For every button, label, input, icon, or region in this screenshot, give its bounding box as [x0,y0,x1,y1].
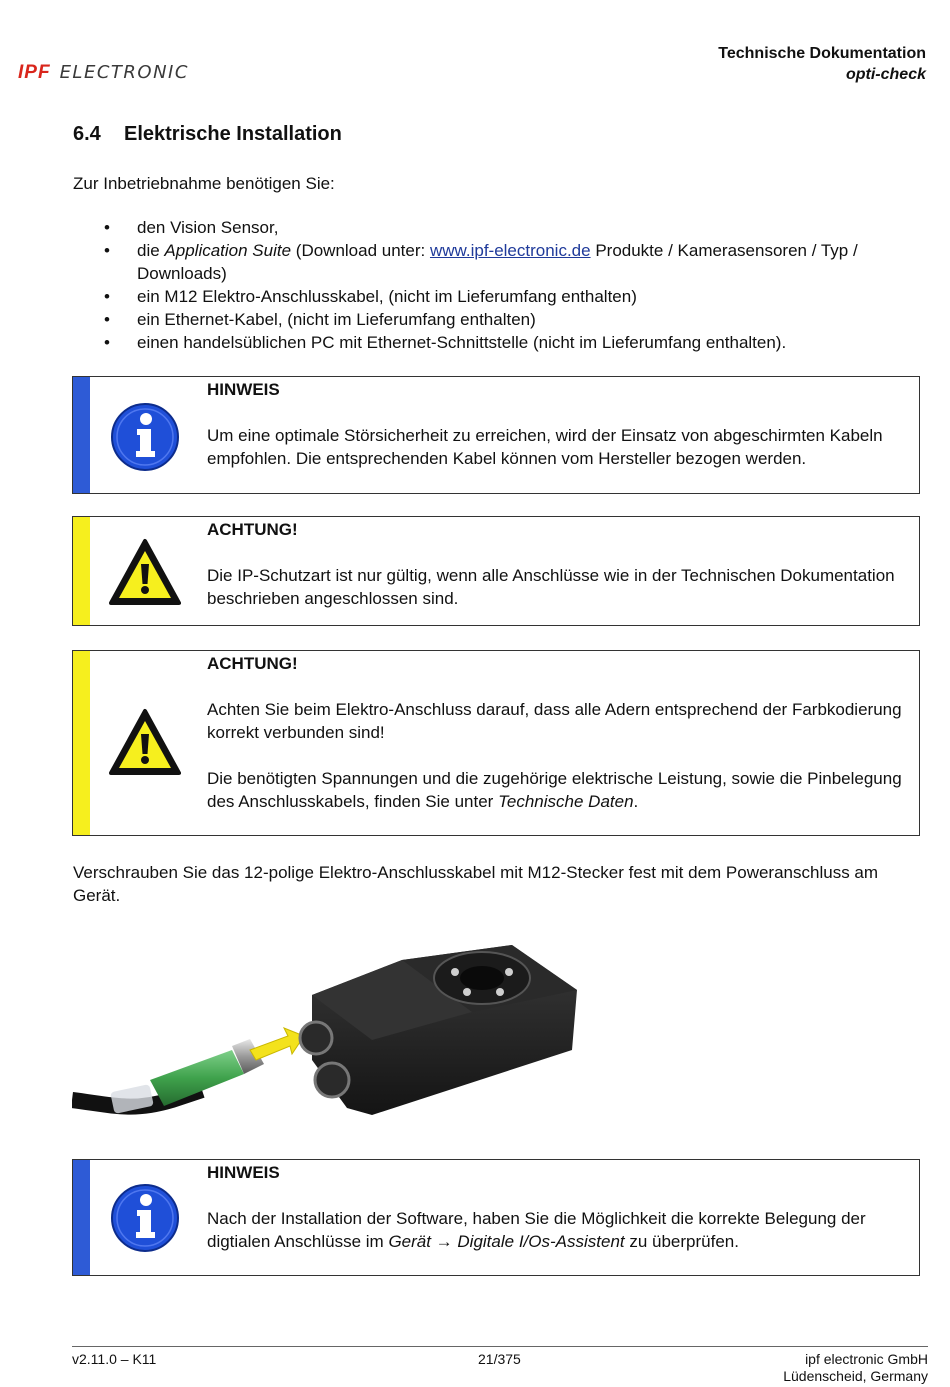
notice-content [207,378,913,470]
notice-content [207,1161,913,1253]
list-item: • einen handelsüblichen PC mit Ethernet-Schnittstelle (nicht im Lieferumfang enthalten). [100,331,920,354]
notice-title: HINWEIS [207,380,280,399]
company-logo [18,60,189,84]
footer-page-number: 21/375 [478,1351,521,1367]
list-item: • ein M12 Elektro-Anschlusskabel, (nicht im Lieferumfang enthalten) [100,285,920,308]
list-item: • den Vision Sensor, [100,216,920,239]
software-name: Application Suite [164,241,292,260]
warning-title: ACHTUNG! [207,654,298,673]
intro-text: Zur Inbetriebnahme benötigen Sie: [73,174,335,193]
footer-version: v2.11.0 – K11 [72,1351,157,1367]
warning-box [72,516,920,626]
bullet: • [104,287,110,306]
info-icon [109,1182,181,1254]
download-link[interactable]: www.ipf-electronic.de [429,241,591,260]
document-title: Technische Dokumentation [718,45,926,62]
requirements-list [100,216,920,354]
footer-company [783,1351,928,1385]
info-icon [109,401,181,473]
logo-text: ELECTRONIC [59,61,189,83]
warning-stripe [73,651,90,835]
warning-stripe [73,517,90,625]
list-item: • ein Ethernet-Kabel, (nicht im Lieferumfang enthalten) [100,308,920,331]
warning-content [207,518,913,610]
list-item: • die Application Suite (Download unter: www.ipf-electronic.de Produkte / Kamerasensoren / Typ / Downloads) [100,239,920,285]
section-heading [73,123,342,146]
warning-text: Die benötigten Spannungen und die zugehörige elektrische Leistung, sowie die Pinbelegung des Anschlusskabels, finden Sie unter Technische Daten. [207,769,902,811]
warning-icon [109,707,181,779]
instruction-paragraph: Verschrauben Sie das 12-polige Elektro-Anschlusskabel mit M12-Stecker fest mit dem Poweranschluss am Gerät. [73,863,879,905]
warning-title: ACHTUNG! [207,520,298,539]
logo-brand: IPF [18,61,51,83]
warning-icon [109,537,181,609]
warning-content [207,652,913,813]
warning-text: Achten Sie beim Elektro-Anschluss darauf, dass alle Adern entsprechend der Farbkodierung korrekt verbunden sind! [207,700,902,742]
section-number: 6.4 [73,123,101,145]
notice-box [72,1159,920,1276]
bullet: • [104,241,110,260]
bullet: • [104,333,110,352]
footer-company-name: ipf electronic GmbH [805,1351,928,1367]
warning-box [72,650,920,836]
notice-text: Nach der Installation der Software, haben Sie die Möglichkeit die korrekte Belegung der digtialen Anschlüsse im Gerät → Digitale I/Os-Assistent zu überprüfen. [207,1209,866,1251]
notice-box [72,376,920,494]
reference-link-text: Technische Daten [498,792,634,811]
document-subtitle: opti-check [845,66,926,83]
sensor-connection-photo [72,940,582,1130]
footer-location: Lüdenscheid, Germany [783,1368,928,1384]
notice-stripe [73,1160,90,1275]
warning-text: Die IP-Schutzart ist nur gültig, wenn alle Anschlüsse wie in der Technischen Dokumentation beschrieben angeschlossen sind. [207,566,895,608]
bullet: • [104,310,110,329]
notice-text: Um eine optimale Störsicherheit zu erreichen, wird der Einsatz von abgeschirmten Kabeln empfohlen. Die entsprechenden Kabel können vom Hersteller bezogen werden. [207,426,883,468]
notice-stripe [73,377,90,493]
footer-divider [72,1346,928,1347]
bullet: • [104,218,110,237]
document-header [718,43,926,85]
notice-title: HINWEIS [207,1163,280,1182]
section-title: Elektrische Installation [124,123,342,145]
menu-path: Gerät → Digitale I/Os-Assistent [388,1232,625,1251]
